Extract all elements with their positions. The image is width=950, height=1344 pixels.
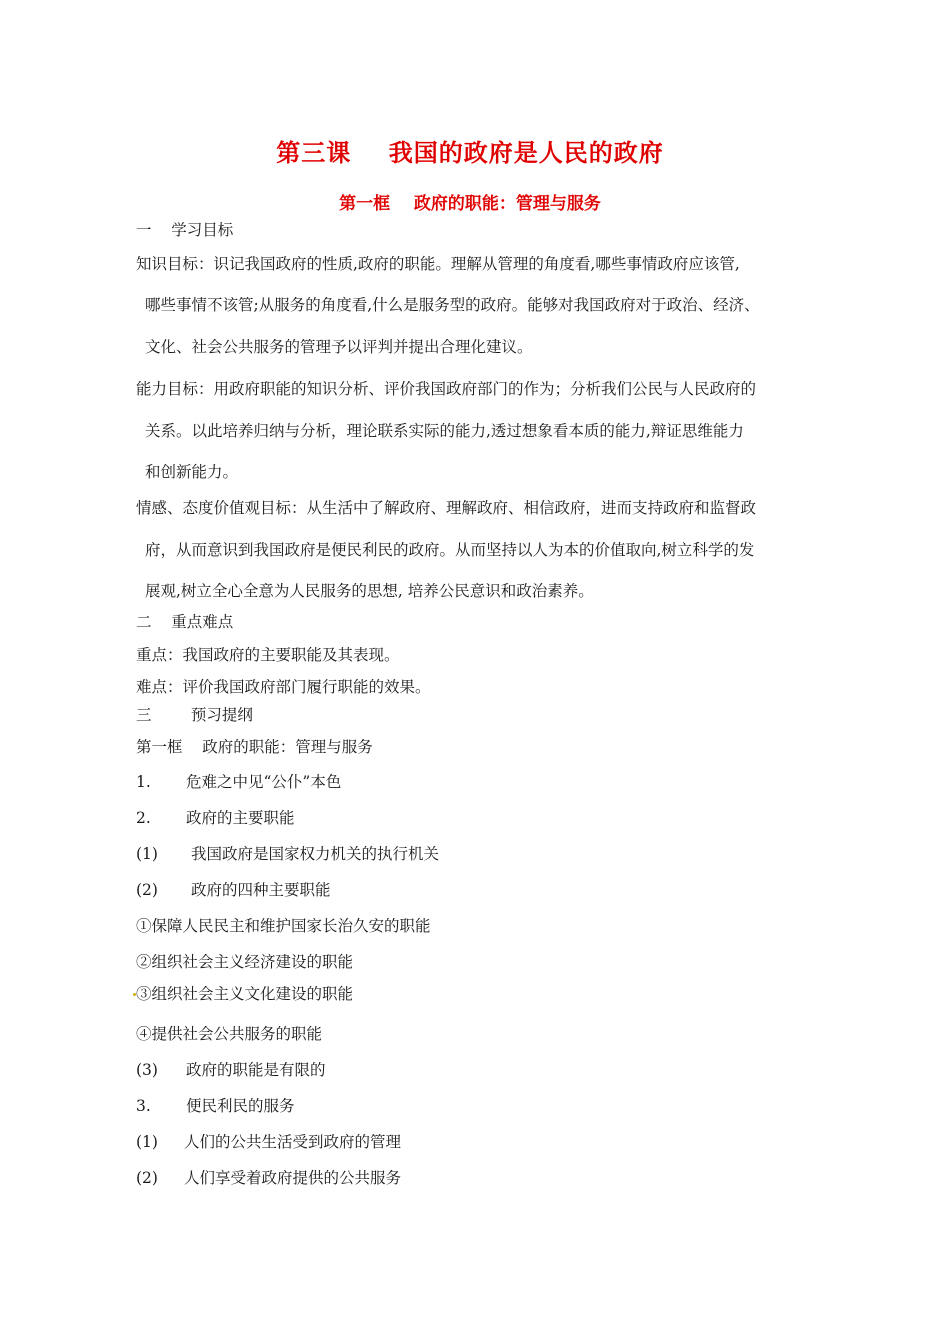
difficulty-point: 难点：评价我国政府部门履行职能的效果。 [136, 678, 431, 696]
outline-item-number: 3. [136, 1097, 151, 1115]
outline-subitem: ②组织社会主义经济建设的职能 [136, 953, 354, 971]
emotion-objective-line-3: 展观,树立全心全意为人民服务的思想, 培养公民意识和政治素养。 [145, 582, 594, 600]
knowledge-objective-line-1: 知识目标：识记我国政府的性质,政府的职能。理解从管理的角度看,哪些事情政府应该管, [136, 255, 740, 273]
outline-item-text: 政府的四种主要职能 [191, 881, 331, 899]
outline-item-text: 便民利民的服务 [186, 1097, 295, 1115]
outline-item [136, 1168, 401, 1188]
emotion-objective-line-2: 府，从而意识到我国政府是便民利民的政府。从而坚持以人为本的价值取向,树立科学的发 [145, 541, 755, 559]
section-heading-key-points: 二 重点难点 [136, 613, 234, 631]
outline-item-number: (3) [136, 1061, 158, 1079]
outline-item-number: (1) [136, 845, 158, 863]
outline-item-text: 人们享受着政府提供的公共服务 [184, 1169, 402, 1187]
emotion-objective-line-1: 情感、态度价值观目标：从生活中了解政府、理解政府、相信政府，进而支持政府和监督政 [136, 499, 757, 517]
section-heading-objectives: 一 学习目标 [136, 221, 234, 239]
outline-item-text: 政府的职能是有限的 [186, 1061, 326, 1079]
outline-frame-title: 第一框 政府的职能：管理与服务 [136, 738, 373, 756]
outline-item [136, 808, 295, 828]
knowledge-objective-line-2: 哪些事情不该管;从服务的角度看,什么是服务型的政府。能够对我国政府对于政治、经济、 [145, 296, 760, 314]
ability-objective-line-3: 和创新能力。 [145, 463, 239, 481]
outline-item-number: (1) [136, 1133, 158, 1151]
outline-item-text: 人们的公共生活受到政府的管理 [184, 1133, 402, 1151]
outline-item-number: (2) [136, 881, 158, 899]
outline-item [136, 880, 331, 900]
outline-item [136, 844, 439, 864]
frame-subtitle: 第一框 政府的职能：管理与服务 [339, 194, 601, 214]
ability-objective-line-1: 能力目标：用政府职能的知识分析、评价我国政府部门的作为；分析我们公民与人民政府的 [136, 380, 757, 398]
outline-item [136, 1096, 295, 1116]
outline-item-number: (2) [136, 1169, 158, 1187]
outline-item [136, 1132, 401, 1152]
outline-item-number: 1. [136, 773, 151, 791]
outline-item [136, 772, 341, 792]
outline-subitem: ④提供社会公共服务的职能 [136, 1025, 323, 1043]
outline-item-number: 2. [136, 809, 151, 827]
lesson-title: 第三课 我国的政府是人民的政府 [276, 138, 664, 167]
outline-item-text: 我国政府是国家权力机关的执行机关 [191, 845, 440, 863]
outline-item [136, 1060, 326, 1080]
knowledge-objective-line-3: 文化、社会公共服务的管理予以评判并提出合理化建议。 [145, 338, 533, 356]
key-point: 重点：我国政府的主要职能及其表现。 [136, 646, 400, 664]
outline-subitem: ③组织社会主义文化建设的职能 [136, 985, 354, 1003]
outline-item-text: 危难之中见“公仆”本色 [186, 773, 342, 791]
outline-subitem: ①保障人民民主和维护国家长治久安的职能 [136, 917, 431, 935]
outline-item-text: 政府的主要职能 [186, 809, 295, 827]
section-heading-outline: 三 预习提纲 [136, 706, 253, 724]
ability-objective-line-2: 关系。以此培养归纳与分析，理论联系实际的能力,透过想象看本质的能力,辩证思维能力 [145, 422, 744, 440]
